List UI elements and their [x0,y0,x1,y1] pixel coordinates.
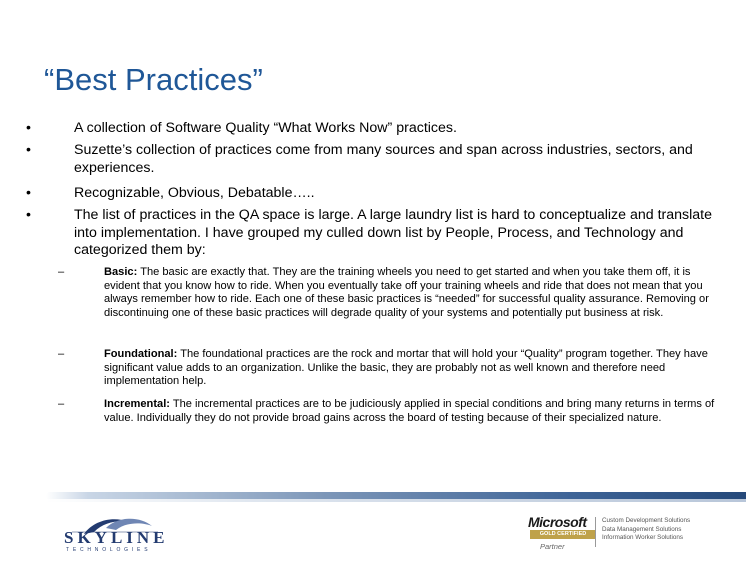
bullet-text: Suzette’s collection of practices come from many sources and span across industries, sectors, and experiences. [74,142,693,176]
footer-divider-shadow [46,499,746,502]
competency-item: Data Management Solutions [602,525,682,533]
dash-marker: – [58,348,65,360]
sub-bullet-label: Foundational: [104,348,178,360]
sub-bullet-body: The basic are exactly that. They are the training wheels you need to get started and when you take them off, it is evident that you know how to ride. When you eventually take off your training wheels and ride that does not mean that you always remember how to ride. Each one of these basic practices is “needed” for successful quality assurance. Removing or discontinuing one of these basic practices will degrade quality of your systems and potentially put business at risk. [104,266,709,320]
bullet-text: A collection of Software Quality “What Works Now” practices. [74,120,457,136]
sub-bullet-text [104,348,724,389]
competency-item: Custom Development Solutions [602,517,691,524]
bullet-text: The list of practices in the QA space is large. A large laundry list is hard to conceptualize and translate into implementation. I have grouped my culled down list by People, Process, and Technology and categorized them by: [74,207,712,258]
slide-title: “Best Practices” [44,62,263,97]
gold-certified-badge: GOLD CERTIFIED [530,530,596,539]
dash-marker: – [58,266,65,278]
bullet-marker: • [26,142,31,158]
skyline-logo-name: SKYLINE [64,528,169,547]
competency-item: Information Worker Solutions [602,534,684,541]
sub-bullet-body: The foundational practices are the rock and mortar that will hold your “Quality” program together. They have significant value adds to an organization. Unlike the basic, they are probably not as well known and therefore need implementation help. [104,348,708,388]
bullet-marker: • [26,185,31,201]
sub-bullet-label: Incremental: [104,398,170,410]
bullet-text: Recognizable, Obvious, Debatable….. [74,185,315,201]
partner-separator [595,517,596,547]
sub-bullet-label: Basic: [104,266,138,278]
sub-bullet-text [104,398,724,425]
sub-bullet-body: The incremental practices are to be judiciously applied in special conditions and bring many returns in terms of value. Individually they do not provide broad gains across the board of testing because of their specialized nature. [104,398,715,424]
competency-list [602,517,690,543]
partner-label: Partner [540,542,565,551]
sub-bullet-text [104,266,724,321]
bullet-marker: • [26,120,31,136]
microsoft-wordmark: Microsoft [528,514,587,530]
skyline-logo-subtitle: TECHNOLOGIES [66,547,152,553]
bullet-marker: • [26,207,31,223]
dash-marker: – [58,398,65,410]
